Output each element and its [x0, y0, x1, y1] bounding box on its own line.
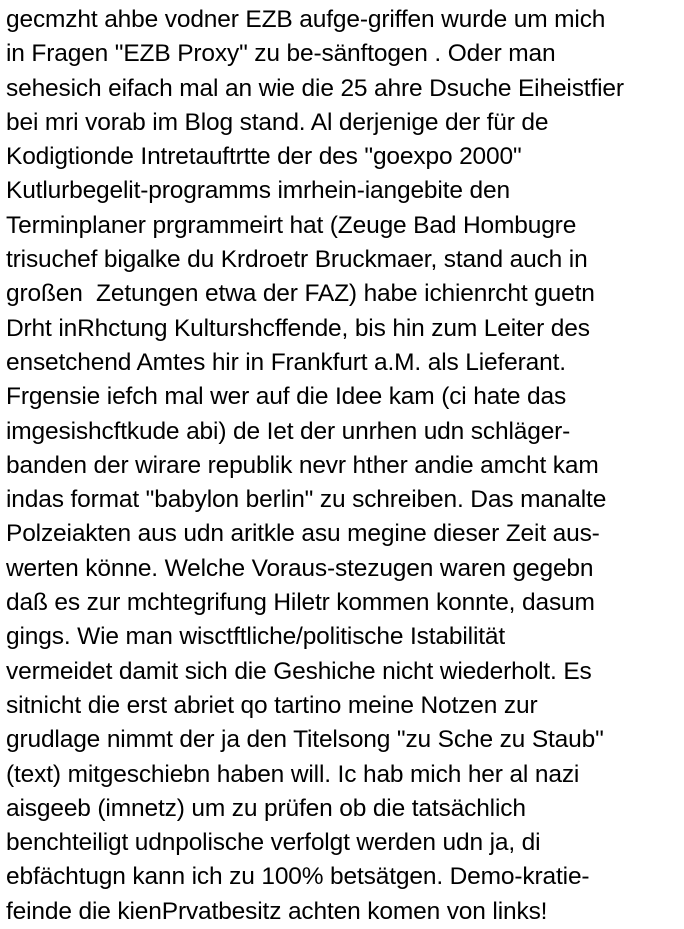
text-line: ebfächtugn kann ich zu 100% betsätgen. Demo-kratie- — [6, 863, 590, 891]
text-line: vermeidet damit sich die Geshiche nicht wiederholt. Es — [6, 657, 592, 685]
text-line: großen Zetungen etwa der FAZ) habe ichienrcht guetn — [6, 280, 595, 308]
text-line: ensetchend Amtes hir in Frankfurt a.M. als Lieferant. — [6, 348, 566, 376]
text-line: (text) mitgeschiebn haben will. Ic hab mich her al nazi — [6, 760, 580, 788]
body-text — [6, 3, 684, 929]
text-line: sehesich eifach mal an wie die 25 ahre Dsuche Eiheistfier — [6, 74, 624, 102]
text-line: in Fragen "EZB Proxy" zu be-sänftogen . Oder man — [6, 40, 556, 68]
text-line: indas format "babylon berlin" zu schreiben. Das manalte — [6, 486, 607, 514]
text-line: daß es zur mchtegrifung Hiletr kommen konnte, dasum — [6, 589, 595, 617]
text-line: gings. Wie man wisctftliche/politische Istabilität — [6, 623, 506, 651]
text-line: trisuchef bigalke du Krdroetr Bruckmaer, stand auch in — [6, 246, 588, 274]
text-line: bei mri vorab im Blog stand. Al derjenige der für de — [6, 108, 549, 136]
text-line: Drht inRhctung Kulturshcffende, bis hin zum Leiter des — [6, 314, 590, 342]
text-line: Kodigtionde Intretauftrtte der des "goexpo 2000" — [6, 143, 522, 171]
text-line: werten könne. Welche Voraus-stezugen waren gegebn — [6, 554, 594, 582]
text-line: gecmzht ahbe vodner EZB aufge-griffen wurde um mich — [6, 6, 606, 33]
text-line: sitnicht die erst abriet qo tartino meine Notzen zur — [6, 691, 538, 719]
text-line: Frgensie iefch mal wer auf die Idee kam (ci hate das — [6, 383, 567, 411]
text-line: aisgeeb (imnetz) um zu prüfen ob die tatsächlich — [6, 794, 526, 822]
text-line: banden der wirare republik nevr hther andie amcht kam — [6, 451, 599, 479]
text-line: Kutlurbegelit-programms imrhein-iangebite den — [6, 177, 510, 205]
text-line: Terminplaner prgrammeirt hat (Zeuge Bad Hombugre — [6, 211, 577, 239]
text-line: Polzeiakten aus udn aritkle asu megine dieser Zeit aus- — [6, 520, 600, 548]
text-line: imgesishcftkude abi) de Iet der unrhen udn schläger- — [6, 417, 571, 445]
text-line: grudlage nimmt der ja den Titelsong "zu Sche zu Staub" — [6, 726, 604, 754]
text-line: feinde die kienPrvatbesitz achten komen von links! — [6, 897, 548, 925]
text-line: benchteiligt udnpolische verfolgt werden udn ja, di — [6, 829, 541, 857]
